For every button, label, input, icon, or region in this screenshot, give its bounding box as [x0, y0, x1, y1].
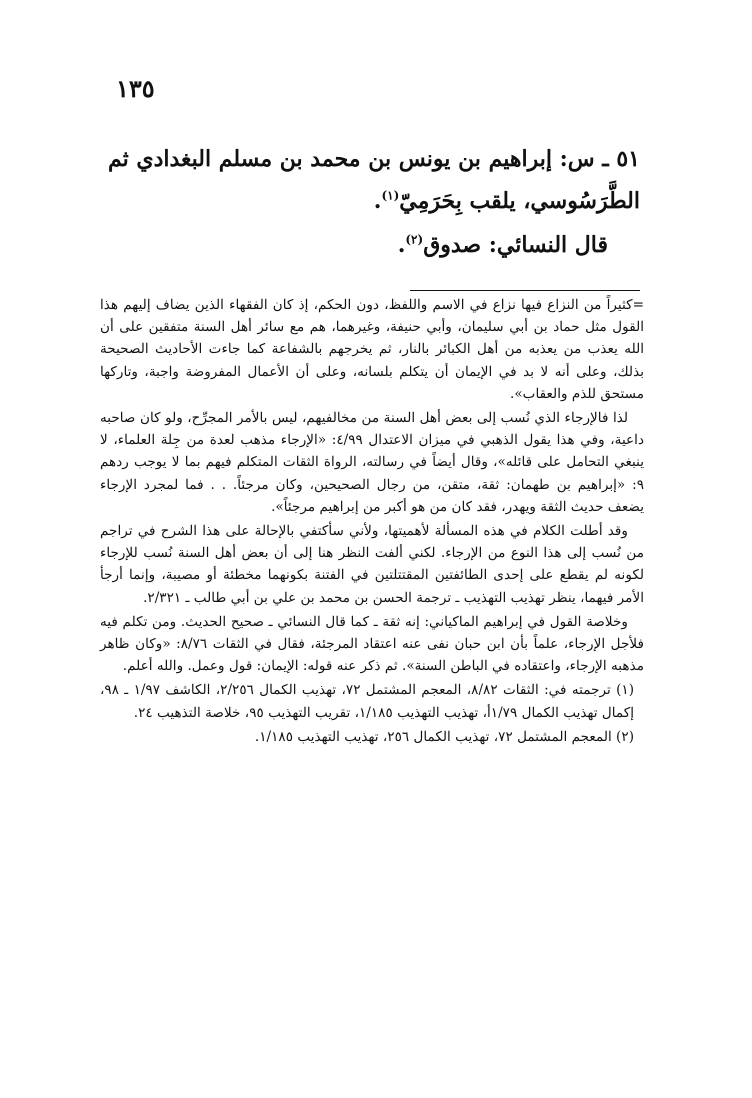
entry-line-2	[100, 180, 640, 222]
footnote-ref-2[interactable]: (٢)	[405, 232, 424, 247]
footnotes-section	[100, 294, 644, 748]
footnote-paragraph-2: لذا فالإرجاء الذي نُسب إلى بعض أهل السنة من مخالفيهم، ليس بالأمر المجرِّح، ولو كان صاحبه داعية، وفي هذا يقول الذهبي في ميزان الاعتدال ٤/٩٩: «الإرجاء مذهب لعدة من جِلة العلماء، لا ينبغي التحامل على قائله»، وقال أيضاً في رسالته، الرواة الثقات المتكلم فيهم بما لا يوجب ردهم ٩: «إبراهيم بن طهمان: ثقة، متقن، من رجال الصحيحين، وكان مرجئاً. . . فما لمجرد الإرجاء يضعف حديث الثقة ويهدر، فقد كان من هو أكبر من إبراهيم مرجئاً».	[100, 410, 644, 515]
footnote-ref-1[interactable]: (١)	[381, 188, 400, 203]
footnote-2: (٢) المعجم المشتمل ٧٢، تهذيب الكمال ٢٥٦، تهذيب التهذيب ١/١٨٥.	[254, 728, 634, 745]
entry-name-text: الطَّرَسُوسي، يلقب بِحَرَمِيّ	[399, 188, 640, 214]
footnote-paragraph-4: وخلاصة القول في إبراهيم الماكياني: إنه ثقة ـ كما قال النسائي ـ صحيح الحديث. ومن تكلم فيه فلأجل الإرجاء، علماً بأن ابن حبان نفى عنه اعتقاد المرجئة، فقال في الثقات ٨/٧٦: «وكان ظاهر مذهبه الإرجاء، واعتقاده في الباطن السنة». ثم ذكر عنه قوله: الإيمان: قول وعمل. والله أعلم.	[100, 613, 644, 675]
entry-line-2-end: .	[373, 188, 382, 214]
main-text	[100, 138, 640, 266]
entry-line-1: ٥١ ـ س: إبراهيم بن يونس بن محمد بن مسلم البغدادي ثم	[107, 146, 640, 172]
nasai-verdict	[100, 224, 640, 266]
footnote-separator	[410, 290, 640, 291]
nasai-end: .	[397, 232, 406, 258]
footnote-paragraph-1: كثيراً من النزاع فيها نزاع في الاسم واللفظ، دون الحكم، إذ كان الفقهاء الذين يضاف إليهم هذا القول مثل حماد بن أبي سليمان، وأبي حنيفة، وغيرهما، هم مع سائر أهل السنة متفقين على أن الله يعذب من يعذبه من أهل الكبائر بالنار، ثم يخرجهم بالشفاعة كما جاءت الأحاديث الصحيحة بذلك، وعلى أنه لا بد في الإيمان أن يتكلم بلسانه، وعلى أن الأعمال المفروضة واجبة، وتاركها مستحق للذم والعقاب».	[100, 297, 644, 402]
continuation-mark: =	[632, 297, 644, 313]
nasai-text: قال النسائي: صدوق	[423, 232, 608, 258]
page-number: ١٣٥	[116, 74, 155, 103]
footnote-paragraph-3: وقد أطلت الكلام في هذه المسألة لأهميتها، ولأني سأكتفي بالإحالة على هذا الشرح في تراجم من نُسب إلى هذا النوع من الإرجاء. لكني ألفت النظر هنا إلى أن بعض أهل السنة نُسب للإرجاء لكونه لم يقطع على إحدى الطائفتين المقتتلتين في الفتنة بكونهما مخطئة أو مصيبة، وإنما أرجأ الأمر فيهما، ينظر تهذيب التهذيب ـ ترجمة الحسن بن محمد بن علي بن أبي طالب ـ ٢/٣٢١.	[100, 523, 644, 606]
footnote-continuation	[100, 294, 644, 405]
entry-heading	[100, 138, 640, 222]
footnote-1: (١) ترجمته في: الثقات ٨/٨٢، المعجم المشتمل ٧٢، تهذيب الكمال ٢/٢٥٦، الكاشف ١/٩٧ ـ ٩٨، إكمال تهذيب الكمال ١/٧٩أ، تهذيب التهذيب ١/١٨٥، تقريب التهذيب ٩٥، خلاصة التذهيب ٢٤.	[100, 682, 634, 721]
